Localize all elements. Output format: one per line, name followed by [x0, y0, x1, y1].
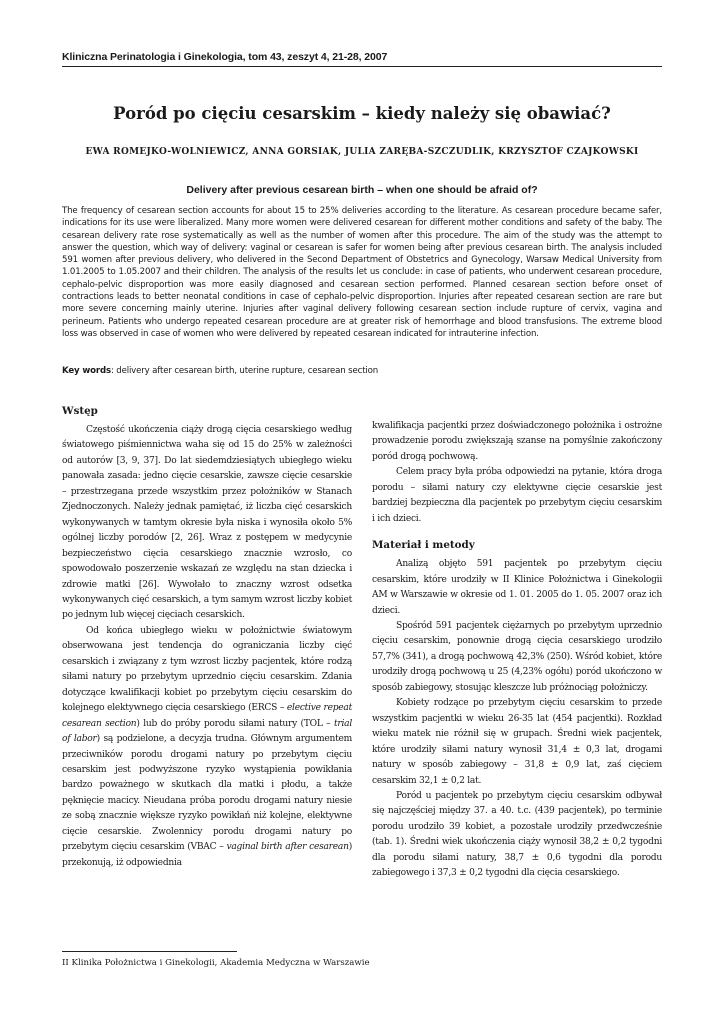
aim-paragraph: Celem pracy była próba odpowiedzi na pytanie, która droga porodu – siłami natury czy elektywne cięcie cesarskie jest bardziej bezpieczna dla pacjentek po przebytym cięciu cesarskim i ich dzieci.	[372, 467, 662, 524]
abstract: The frequency of cesarean section accounts for about 15 to 25% deliveries according to the literature. As cesarean procedure became safer, indications for its use were liberalized. Many more women were delivered cesarean for different mother conditions and safety of the baby. The cesarean delivery rate rose systematically as well as the number of women after this procedure. The aim of the study was the attempt to answer the question, which way of delivery: vaginal or cesarean is safer for women being after previous cesarean birth. The analysis included 591 women after previous delivery, who delivered in the Second Department of Obstetrics and Gynecology, Warsaw Medical University from 1.01.2005 to 1.05.2007 and their children. The analysis of the results let us conclude: in case of patients, who underwent cesarean procedure, cephalo-pelvic disproportion was more easily diagnosed and cesarean section performed. Planned cesarean section before onset of contractions leads to better neonatal conditions in case of cephalo-pelvic disproportion. Injuries after repeated cesarean section are rare but more severe concerning mainly uterine. Injuries after vaginal delivery following cesarean section include rupture of cervix, vagina and perineum. Patients who undergo repeated cesarean procedure are at greater risk of hemorrhage and blood transfusions. The extreme blood loss was observed in case of women who were delivered by repeated cesarean indicated for intrauterine infection.	[62, 206, 662, 339]
methods-paragraph-4: Poród u pacjentek po przebytym cięciu cesarskim odbywał się najczęściej między 37. a 40. t.c. (439 pacjentek), po terminie porodu urodziło 39 kobiet, a pozostałe urodziły przedwcześnie (tab. 1). Średni wiek ukończenia ciąży wynosił 38,2 ± 0,2 tygodni dla porodu siłami natury, 38,7 ± 0,6 tygodni dla porodu zabiegowego i 37,3 ± 0,2 tygodni dla cięcia cesarskiego.	[372, 790, 662, 879]
running-head: Kliniczna Perinatologia i Ginekologia, tom 43, zeszyt 4, 21-28, 2007	[62, 51, 388, 63]
left-column	[62, 405, 352, 871]
intro-p2-part-b: ) lub do próby porodu siłami natury (TOL –	[136, 718, 335, 729]
affiliation-footnote: II Klinika Położnictwa i Ginekologii, Akademia Medyczna w Warszawie	[62, 958, 370, 968]
article-title: Poród po cięciu cesarskim – kiedy należy się obawiać?	[113, 104, 611, 123]
keywords-label: Key words	[62, 366, 111, 376]
footnote-rule	[62, 951, 237, 952]
section-heading-intro: Wstęp	[62, 405, 98, 417]
right-column	[372, 419, 662, 882]
intro-p2-part-a: Od końca ubiegłego wieku w położnictwie światowym obserwowana jest tendencja do ograniczania liczby cięć cesarskich i związany z tym wzrost liczby pacjentek, które rodzą siłami natury po przebytym uprzednio cięciu cesarskim. Zdania dotyczące kwalifikacji kobiet po przebytym cięciu cesarskim do kolejnego elektywnego cięcia cesarskiego (ERCS –	[62, 625, 352, 714]
authors-line: EWA ROMEJKO-WOLNIEWICZ, ANNA GORSIAK, JULIA ZARĘBA-SZCZUDLIK, KRZYSZTOF CZAJKOWSKI	[85, 147, 639, 157]
keywords-text: : delivery after cesarean birth, uterine rupture, cesarean section	[110, 366, 379, 376]
intro-p2-part-d: ) przekonują, iż odpowiednia	[62, 842, 352, 868]
keywords-line	[62, 366, 662, 376]
section-heading-methods: Materiał i metody	[372, 539, 475, 552]
english-title: Delivery after previous cesarean birth – when one should be afraid of?	[186, 184, 538, 196]
intro-p2-part-c: ) są podzielone, a decyzja trudna. Głównym argumentem przeciwników porodu drogami natury po przebytym cięciu cesarskim jest podwyższone ryzyko wystąpienia powikłania bardzo poważnego w skutkach dla matki i płodu, a także pęknięcie macicy. Nieudana próba porodu drogami natury niesie ze sobą znacznie większe ryzyko powikłań niż kolejne, elektywne cięcie cesarskie. Zwolennicy porodu drogami natury po przebytym cięciu cesarskim (VBAC –	[62, 734, 352, 853]
methods-paragraph-1: Analizą objęto 591 pacjentek po przebytym cięciu cesarskim, które urodziły w II Klinice Położnictwa i Ginekologii AM w Warszawie w okresie od 1. 01. 2005 do 1. 05. 2007 oraz ich dzieci.	[372, 559, 662, 616]
intro-paragraph-continued: kwalifikacja pacjentki przez doświadczonego położnika i ostrożne prowadzenie porodu zwiększają szanse na pomyślnie zakończony poród drogą pochwową.	[372, 421, 662, 462]
methods-paragraph-2: Spośród 591 pacjentek ciężarnych po przebytym uprzednio cięciu cesarskim, ponownie drogą cięcia cesarskiego urodziło 57,7% (341), a drogą pochwową 42,3% (250). Wśród kobiet, które urodziły drogą pochwową u 25 (4,23% ogółu) poród ukończono w sposób zabiegowy, stosując kleszcze lub próżnociąg położniczy.	[372, 620, 662, 693]
term-ercs: elective repeat cesarean section	[62, 703, 353, 729]
term-vbac: vaginal birth after cesarean	[226, 842, 349, 853]
header-rule	[62, 66, 662, 67]
intro-paragraph-2	[62, 624, 352, 871]
methods-paragraph-3: Kobiety rodzące po przebytym cięciu cesarskim to przede wszystkim pacjentki w wieku 26-35 lat (454 pacjentki). Rozkład wieku matek nie różnił się w grupach. Średni wiek pacjentek, które urodziły siłami natury wynosił 31,4 ± 0,3 lat, drogami natury w sposób zabiegowy – 31,8 ± 0,9 lat, zaś cięciem cesarskim 32,1 ± 0,2 lat.	[372, 698, 662, 786]
intro-paragraph-1: Częstość ukończenia ciąży drogą cięcia cesarskiego według światowego piśmiennictwa waha się od 15 do 25% w zależności od autorów [3, 9, 37]. Do lat siedemdziesiątych ubiegłego wieku panowała zasada: jedno cięcie cesarskie, zawsze cięcie cesarskie – przestrzegana przede wszystkim przez położników w Stanach Zjednoczonych. Należy jednak pamiętać, iż liczba cięć cesarskich wykonywanych w tamtym okresie była niska i wynosiła około 5% ogólnej liczby porodów [2, 26]. Wraz z postępem w medycynie bezpieczeństwo cięcia cesarskiego znacznie wzrosło, co spowodowało poszerzenie wskazań ze względu na stan dziecka i zdrowie matki [26]. Wywołało to znaczny wzrost odsetka wykonywanych cięć cesarskich, a tym samym wzrost liczby kobiet po jednym lub więcej cięciach cesarskich.	[62, 425, 352, 621]
term-tol: trial of labor	[62, 718, 353, 745]
